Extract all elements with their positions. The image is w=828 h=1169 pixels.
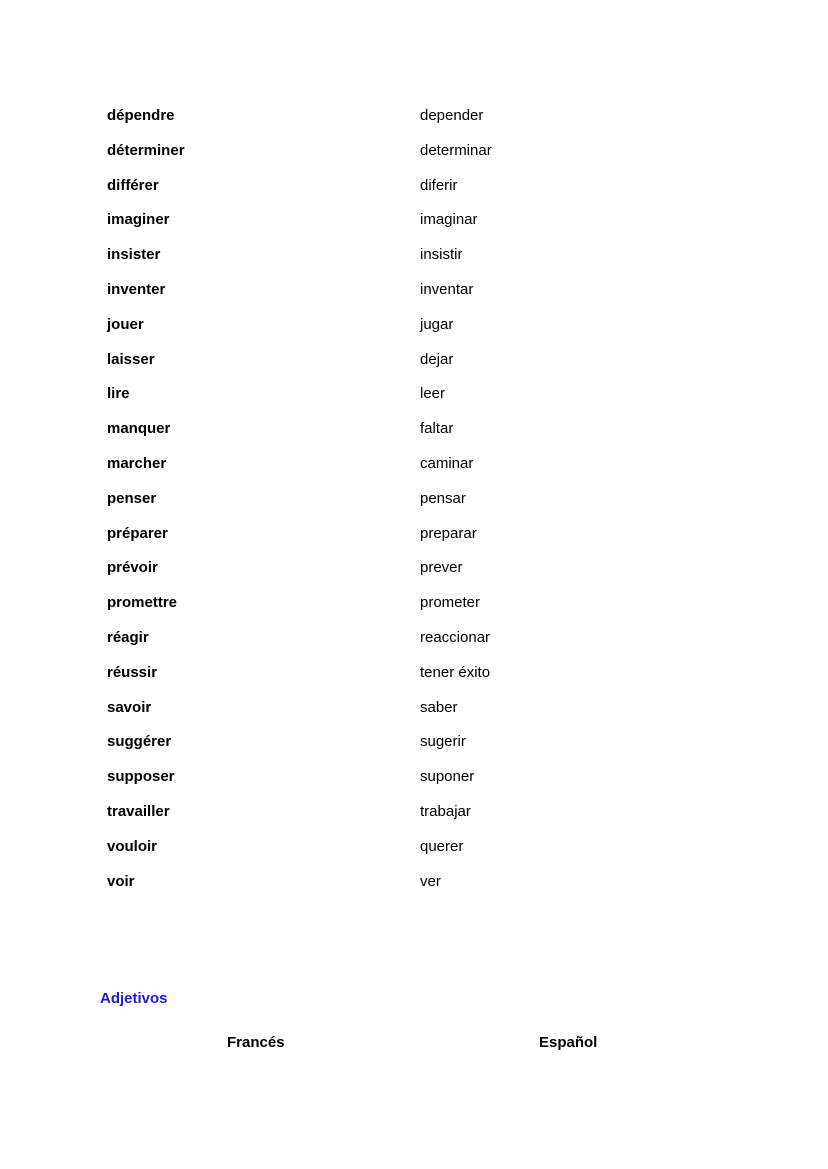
spanish-term: diferir — [420, 176, 458, 194]
spanish-term: suponer — [420, 768, 475, 786]
spanish-term: depender — [420, 107, 484, 124]
french-term: différer — [107, 176, 159, 194]
table-row — [107, 663, 707, 698]
french-term: réagir — [107, 628, 149, 646]
spanish-term: caminar — [420, 454, 474, 472]
spanish-term: sugerir — [420, 733, 466, 751]
french-term: réussir — [107, 663, 158, 681]
spanish-term: saber — [420, 698, 458, 716]
spanish-term: jugar — [420, 315, 454, 333]
spanish-term: faltar — [420, 420, 454, 438]
spanish-term: prever — [420, 559, 463, 577]
table-row — [107, 698, 707, 733]
table-row — [107, 384, 707, 419]
spanish-term: trabajar — [420, 802, 471, 820]
table-row — [107, 141, 707, 176]
table-row — [107, 732, 707, 767]
table-row — [107, 210, 707, 245]
spanish-term: leer — [420, 385, 446, 403]
table-row — [107, 767, 707, 802]
french-term: voir — [107, 872, 135, 890]
spanish-term: querer — [420, 837, 464, 855]
spanish-term: pensar — [420, 489, 466, 507]
french-term: laisser — [107, 350, 155, 368]
french-term: jouer — [107, 315, 144, 333]
table-row — [107, 176, 707, 211]
table-row — [107, 872, 707, 907]
table-row — [107, 593, 707, 628]
spanish-term: determinar — [420, 141, 492, 159]
table-row — [107, 489, 707, 524]
table-row — [107, 280, 707, 315]
french-term: penser — [107, 489, 157, 507]
spanish-term: preparar — [420, 524, 477, 542]
french-term: savoir — [107, 698, 152, 716]
french-term: imaginer — [107, 211, 170, 229]
spanish-term: insistir — [420, 246, 463, 264]
table-row — [107, 315, 707, 350]
french-term: déterminer — [107, 141, 185, 159]
french-term: marcher — [107, 454, 167, 472]
table-row — [107, 628, 707, 663]
verb-vocabulary-table — [107, 106, 707, 906]
table-row — [107, 558, 707, 593]
section-heading-adjectives: Adjetivos — [100, 990, 168, 1007]
column-header-spanish: Español — [539, 1034, 598, 1051]
spanish-term: ver — [420, 872, 441, 890]
french-term: promettre — [107, 594, 178, 612]
table-row — [107, 454, 707, 489]
french-term: insister — [107, 246, 161, 264]
french-term: dépendre — [107, 107, 175, 124]
french-term: lire — [107, 385, 130, 403]
spanish-term: tener éxito — [420, 663, 491, 681]
table-row — [107, 802, 707, 837]
spanish-term: prometer — [420, 594, 481, 612]
french-term: travailler — [107, 802, 170, 820]
column-header-french: Francés — [227, 1034, 285, 1051]
table-row — [107, 419, 707, 454]
spanish-term: reaccionar — [420, 628, 491, 646]
french-term: suggérer — [107, 733, 172, 751]
french-term: inventer — [107, 280, 166, 298]
spanish-term: imaginar — [420, 211, 478, 229]
table-row — [107, 106, 707, 141]
french-term: manquer — [107, 420, 171, 438]
spanish-term: dejar — [420, 350, 454, 368]
table-row — [107, 524, 707, 559]
table-row — [107, 350, 707, 385]
french-term: préparer — [107, 524, 168, 542]
table-row — [107, 837, 707, 872]
french-term: supposer — [107, 768, 175, 786]
french-term: prévoir — [107, 559, 158, 577]
table-row — [107, 245, 707, 280]
french-term: vouloir — [107, 837, 158, 855]
spanish-term: inventar — [420, 280, 474, 298]
